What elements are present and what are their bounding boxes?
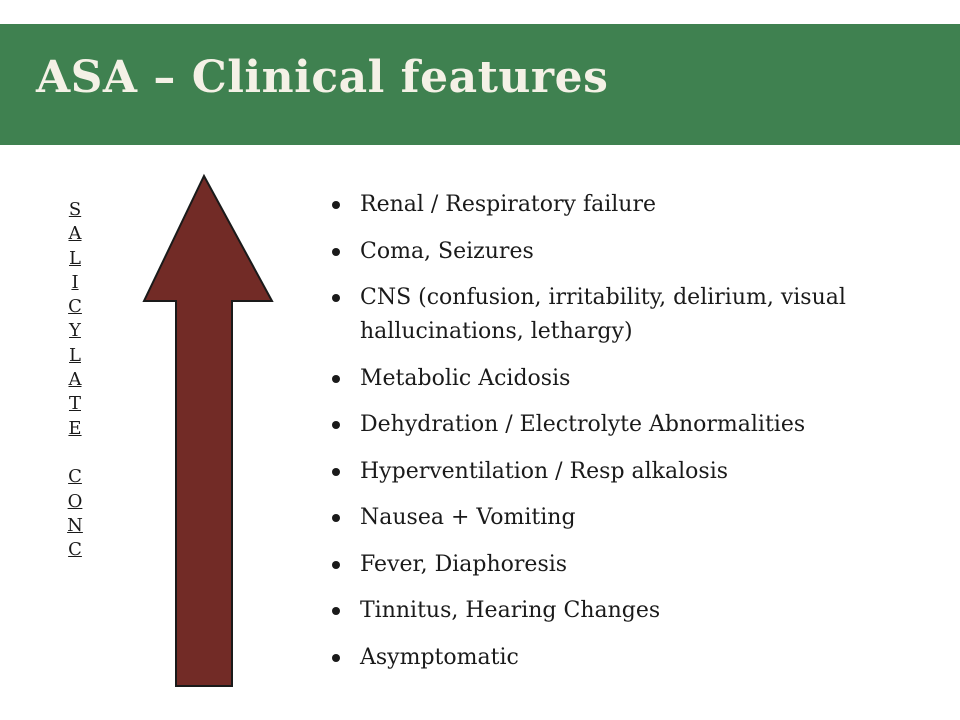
list-item (328, 501, 938, 535)
list-item-text: Coma, Seizures (360, 238, 534, 264)
bullet-dot (332, 248, 340, 256)
bullet-dot (332, 294, 340, 302)
list-item (328, 188, 938, 222)
bullet-dot (332, 654, 340, 662)
arrow-shape (144, 176, 272, 686)
label-letter: S (68, 199, 82, 220)
label-letter: E (68, 417, 82, 439)
label-letter: L (69, 247, 81, 269)
label-letter: T (68, 393, 81, 415)
clinical-features-list (328, 188, 938, 687)
bullet-dot (332, 201, 340, 209)
label-letter: L (69, 344, 81, 366)
label-letter: C (68, 539, 82, 561)
list-item (328, 594, 938, 628)
bullet-dot (332, 607, 340, 615)
slide-title: ASA – Clinical features (36, 52, 609, 103)
list-item-text: Tinnitus, Hearing Changes (360, 598, 661, 623)
list-item (328, 362, 938, 396)
label-letter: C (68, 296, 82, 318)
bullet-dot (332, 468, 340, 476)
bullet-dot (332, 375, 340, 383)
list-item-text: Dehydration / Electrolyte Abnormalities (360, 412, 806, 437)
list-item-text: CNS (confusion, irritability, delirium, visual hallucinations, lethargy) (360, 285, 846, 344)
list-item-text: Hyperventilation / Resp alkalosis (360, 458, 729, 484)
list-item (328, 641, 938, 675)
salicylate-conc-label (60, 198, 90, 562)
label-letter: C (68, 466, 82, 488)
list-item (328, 235, 938, 269)
label-letter: Y (69, 320, 81, 342)
label-letter: I (71, 271, 79, 293)
bullet-dot (332, 421, 340, 429)
list-item (328, 281, 938, 349)
list-item (328, 408, 938, 442)
label-gap (60, 441, 90, 465)
list-item (328, 548, 938, 582)
list-item-text: Fever, Diaphoresis (360, 551, 568, 577)
label-letter: A (68, 223, 82, 245)
bullet-dot (332, 561, 340, 569)
list-item-text: Nausea + Vomiting (360, 505, 576, 530)
list-item-text: Asymptomatic (360, 644, 519, 670)
list-item-text: Renal / Respiratory failure (360, 192, 656, 217)
list-item (328, 455, 938, 489)
label-letter: A (68, 369, 82, 391)
bullet-dot (332, 514, 340, 522)
label-letter: O (67, 490, 83, 512)
up-arrow-icon (140, 172, 280, 692)
list-item-text: Metabolic Acidosis (360, 365, 571, 391)
label-letter: N (67, 514, 83, 536)
